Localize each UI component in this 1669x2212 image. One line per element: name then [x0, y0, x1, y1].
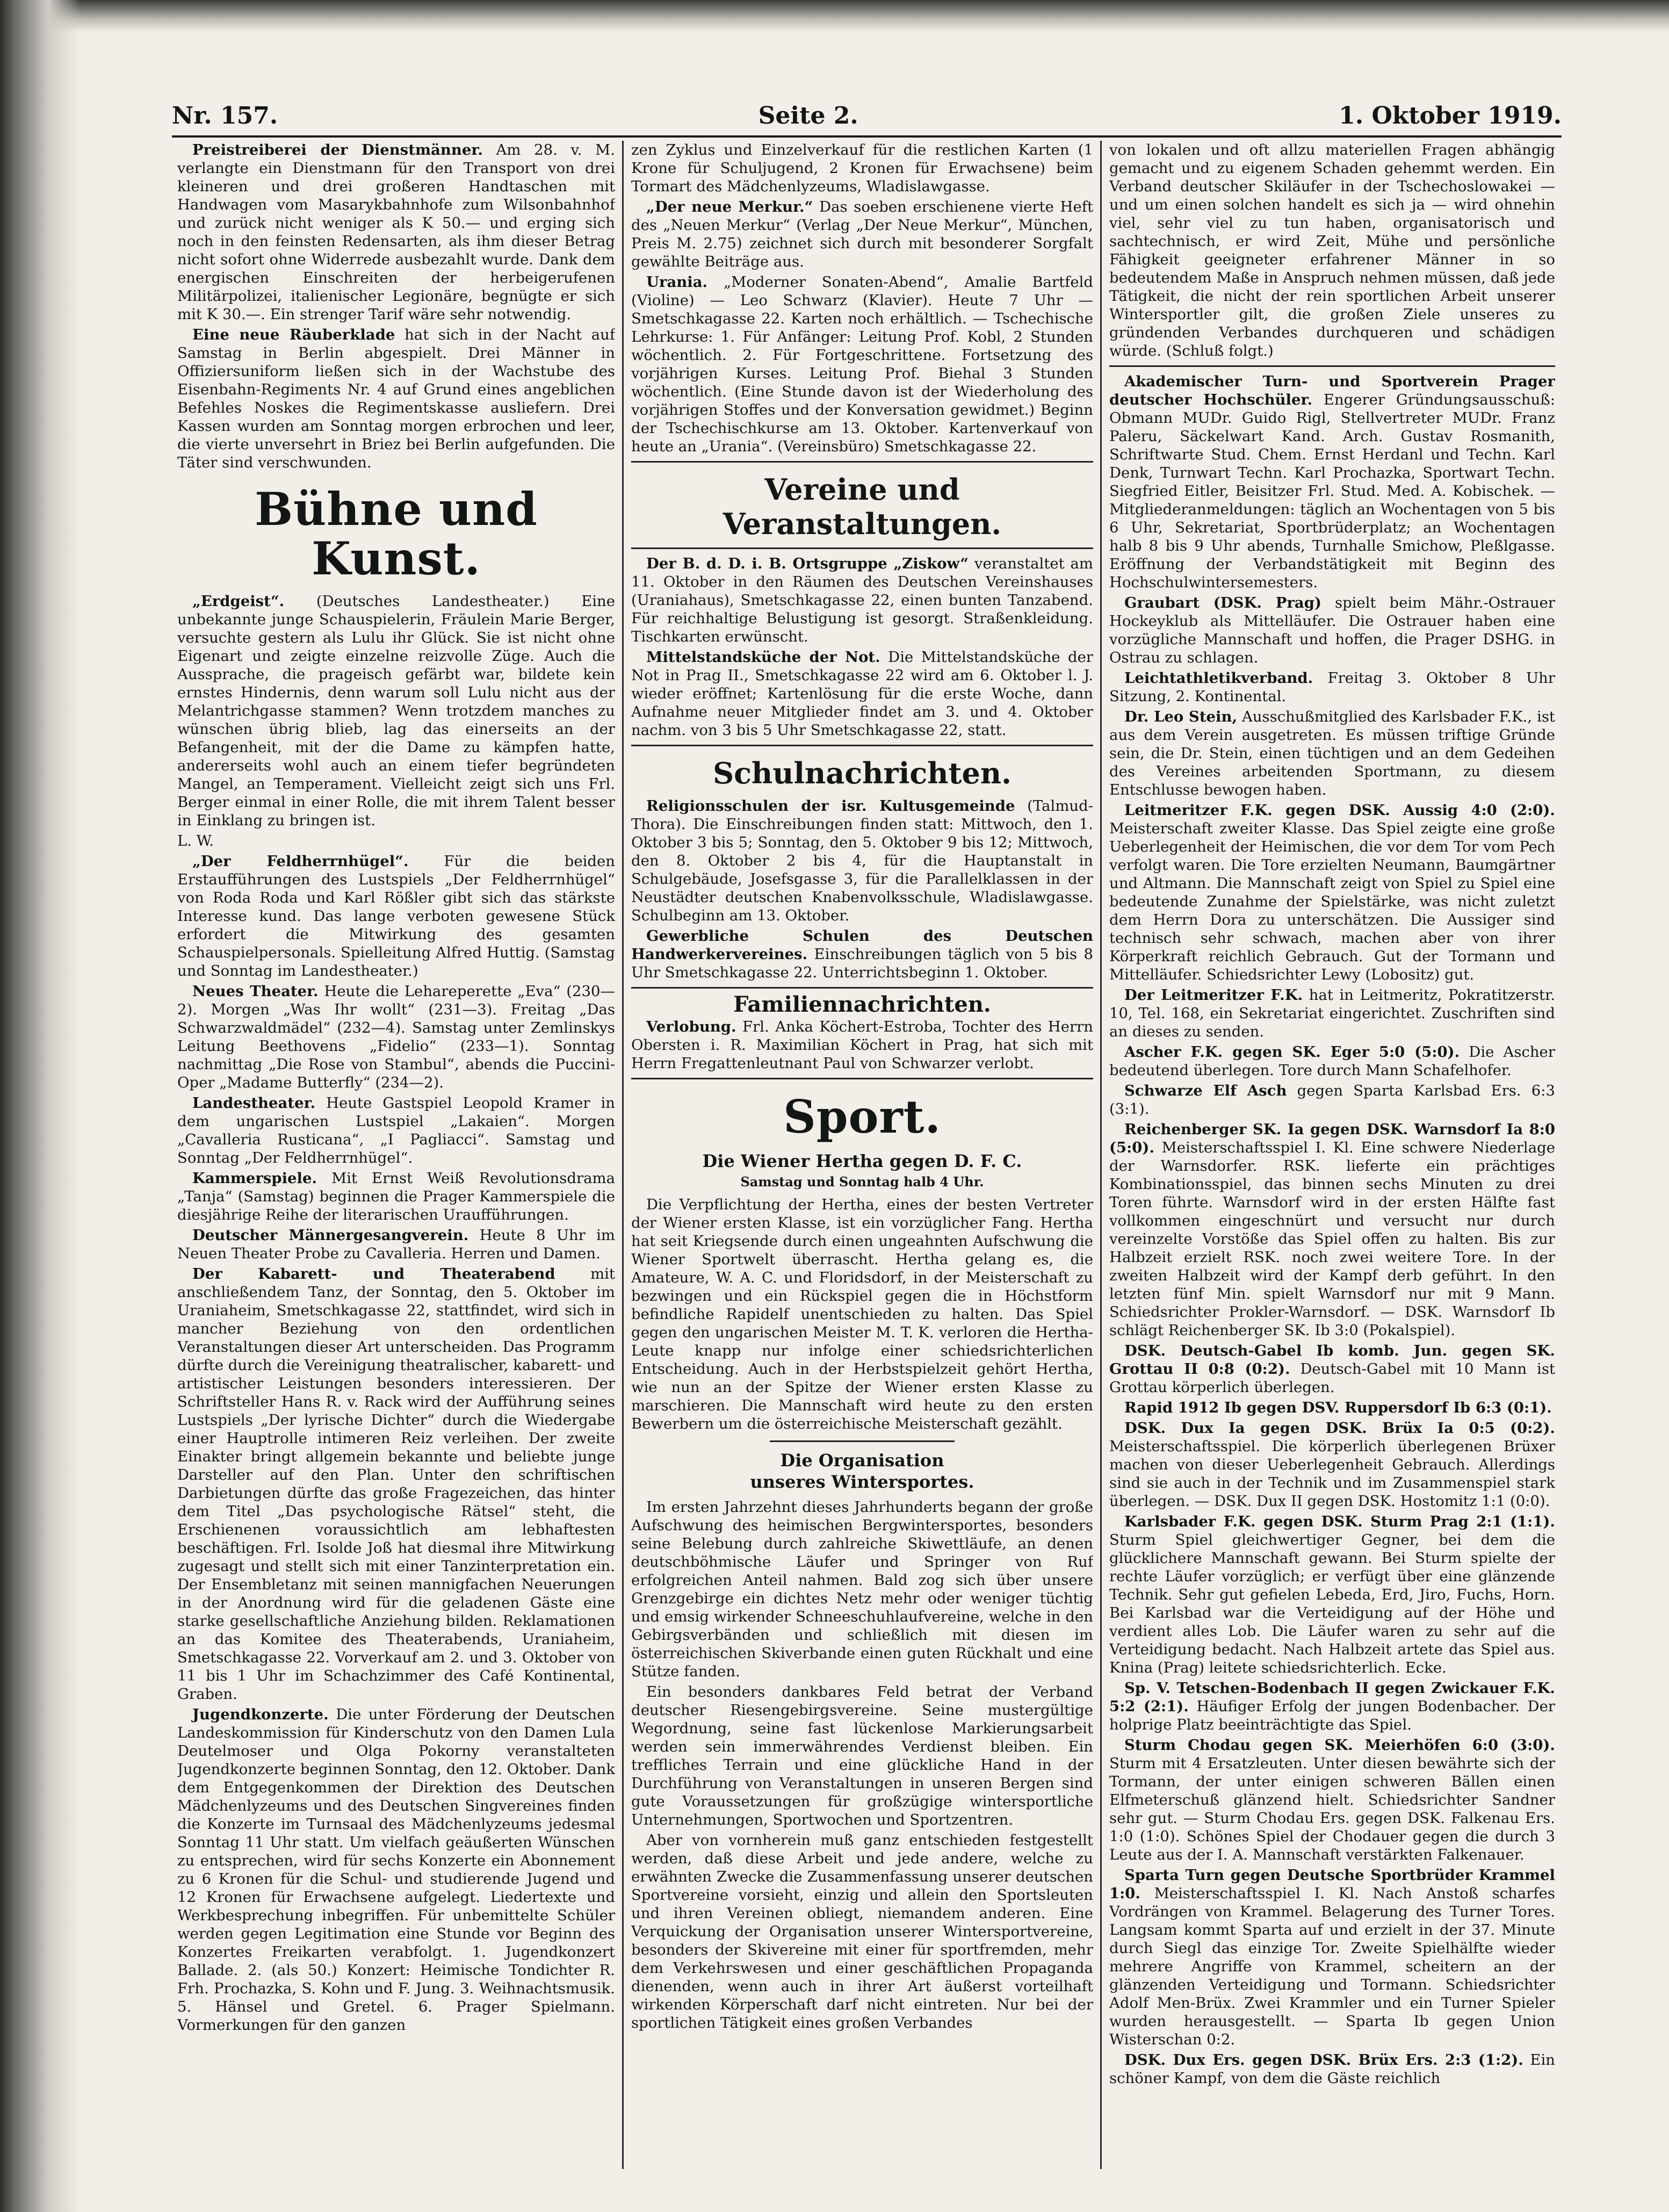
- news-item: Preistreiberei der Dienstmänner. Am 28. v. M. verlangte ein Dienstmann für den Transport von drei kleineren und drei großeren Handtaschen mit Handwagen vom Masarykbahnhofe zum Wilsonbahnhof und zurück nicht weniger als K 50.— und erging sich noch in den feinsten Redensarten, als ihm dieser Betrag nicht sofort ohne Widerrede ausbezahlt wurde. Dank dem energischen Einschreiten der herbeigerufenen Militärpolizei, italienischer Legionäre, begnügte er sich mit K 30.—. Ein strenger Tarif wäre sehr notwendig.: [177, 141, 615, 323]
- notice-kammerspiele: Kammerspiele. Mit Ernst Weiß Revolutionsdrama „Tanja“ (Samstag) beginnen die Prager Kammerspiele die diesjährige Reihe der literarischen Uraufführungen.: [177, 1170, 615, 1223]
- notice-neues-theater: Neues Theater. Heute die Lehareperette „Eva“ (230—2). Morgen „Was Ihr wollt“ (231—3). Freitag „Das Schwarzwaldmädel“ (232—4). Samstag unter Zemlinskys Leitung Beethovens „Fidelio“ (233—1). Sonntag nachmittag „Die Rose von Stambul“, abends die Puccini-Oper „Madame Butterfly“ (234—2).: [177, 983, 615, 1091]
- article-wintersport-p1: Im ersten Jahrzehnt dieses Jahrhunderts begann der große Aufschwung des heimischen Bergwintersportes, besonders seine Belebung durch zahlreiche Skiwettläufe, an denen deutschböhmische Läufer und Springer von Ruf erfolgreichen Anteil nahmen. Bald zog sich über unsere Grenzgebirge ein dichtes Netz mehr oder weniger tüchtig und emsig wirkender Schneeschuhlaufvereine, welche in den Gebirgsverbänden und schließlich mit diesen im österreichischen Skiverbande einen guten Rückhalt und eine Stütze fanden.: [631, 1498, 1093, 1680]
- scan-binding-shadow: [0, 0, 81, 2212]
- column-3: [1109, 141, 1555, 2169]
- news-item: Eine neue Räuberklade hat sich in der Nacht auf Samstag in Berlin abgespielt. Drei Männer in Offiziersuniform ließen sich in der Wachstube des Eisenbahn-Regiments Nr. 4 auf Grund eines angeblichen Befehles Noskes die Regimentskasse ausliefern. Drei Kassen wurden am Sonntag morgen erbrochen und leer, die vierte unversehrt in Briez bei Berlin aufgefunden. Die Täter sind verschwunden.: [177, 326, 615, 471]
- section-heading-familie: Familiennachrichten.: [733, 992, 991, 1017]
- sport-item: Sturm Chodau gegen SK. Meierhöfen 6:0 (3:0). Sturm mit 4 Ersatzleuten. Unter diesen bewährte sich der Tormann, der unter einigen schweren Bällen einen Elfmeterschuß glänzend hielt. Schiedsrichter Sandner sehr gut. — Sturm Chodau Ers. gegen DSK. Falkenau Ers. 1:0 (1:0). Schönes Spiel der Chodauer gegen die durch 3 Leute aus der I. A. Mannschaft verstärkten Falkenauer.: [1109, 1737, 1555, 1863]
- notice-neuer-merkur: „Der neue Merkur.“ Das soeben erschienene vierte Heft des „Neuen Merkur“ (Verlag „Der Neue Merkur“, München, Preis M. 2.75) zeichnet sich durch mit besonderer Sorgfalt gewählte Beiträge aus.: [631, 198, 1093, 270]
- sport-item: Reichenberger SK. Ia gegen DSK. Warnsdorf Ia 8:0 (5:0). Meisterschaftsspiel I. Kl. Eine schwere Niederlage der Warnsdorfer. RSK. lieferte ein prächtiges Kombinationsspiel, das binnen sechs Minuten zu drei Toren führte. Warnsdorf wird in der ersten Hälfte fast vollkommen eingeschnürt und versucht nur durch vereinzelte Vorstöße das Spiel offen zu halten. Bis zur Halbzeit erzielt RSK. noch zwei weitere Tore. In der zweiten Halbzeit wird der Kampf derb geführt. In den letzten fünf Min. spielt Warnsdorf nur mit 9 Mann. Schiedsrichter Prokler-Warnsdorf. — DSK. Warnsdorf Ib schlägt Reichenberger SK. Ib 3:0 (Pokalspiel).: [1109, 1121, 1555, 1339]
- section-rule: [1109, 365, 1555, 367]
- page-header: [172, 99, 1562, 132]
- sport-item: Dr. Leo Stein, Ausschußmitglied des Karlsbader F.K., ist aus dem Verein ausgetreten. Es müssen triftige Gründe sein, die Dr. Stein, einen tüchtigen und an dem Gedeihen des Vereines arbeitenden Sportmann, zu diesem Entschlusse bewogen haben.: [1109, 708, 1555, 798]
- scan-top-edge: [0, 0, 1669, 32]
- notice-urania: Urania. „Moderner Sonaten-Abend“, Amalie Bartfeld (Violine) — Leo Schwarz (Klavier). Heute 7 Uhr — Smetschkagasse 22. Karten noch erhältlich. — Tschechische Lehrkurse: 1. Für Anfänger: Leitung Prof. Kobl, 2 Stunden wöchentlich. 2. Für Fortgeschrittene. Fortsetzung des vorjährigen Kurses. Leitung Prof. Biehal 3 Stunden wöchentlich. (Eine Stunde davon ist der Wiederholung des vorjährigen Stoffes und der Konversation gewidmet.) Beginn der Tschechischkurse am 13. Oktober. Kartenverkauf von heute an „Urania“. (Vereinsbüro) Smetschkagasse 22.: [631, 273, 1093, 455]
- article-wintersport-p2: Ein besonders dankbares Feld betrat der Verband deutscher Riesengebirgsvereine. Seine mustergültige Wegordnung, seine fast lückenlose Markierungsarbeit werden sein immerwährendes Verdienst bleiben. Ein treffliches Terrain und eine glückliche Hand in der Durchführung von Veranstaltungen in unseren Bergen sind gute Voraussetzungen für großzügige wintersportliche Unternehmungen, Sportwochen und Sportzentren.: [631, 1683, 1093, 1828]
- continuation-text: von lokalen und oft allzu materiellen Fragen abhängig gemacht und zu eigenem Schaden gehemmt werden. Ein Verband deutscher Skiläufer in der Tschechoslowakei — und um einen solchen handelt es sich ja — wird ohnehin viel, sehr viel zu tun haben, organisatorisch und sachtechnisch, er wird Zeit, Mühe und persönliche Fähigkeit geeigneter erfahrener Männer in so bedeutendem Maße in Anspruch nehmen müssen, daß jede Tätigkeit, die nicht der rein sportlichen Arbeit unserer Wintersportler gilt, die großen Ziele unseres zu gründenden Verbandes durchqueren und schädigen würde. (Schluß folgt.): [1109, 141, 1555, 359]
- sport-item: Der Leitmeritzer F.K. hat in Leitmeritz, Pokratitzerstr. 10, Tel. 168, ein Sekretariat eingerichtet. Zuschriften sind an dieses zu senden.: [1109, 986, 1555, 1040]
- continuation-text: zen Zyklus und Einzelverkauf für die restlichen Karten (1 Krone für Schuljugend, 2 Kronen für Erwachsene) beim Tormart des Mädchenlyzeums, Wladislawgasse.: [631, 141, 1093, 195]
- section-heading-vereine: Vereine und Veranstaltungen.: [722, 472, 1002, 541]
- column-divider-2: [1100, 141, 1102, 2169]
- sport-item: Leitmeritzer F.K. gegen DSK. Aussig 4:0 (2:0). Meisterschaft zweiter Klasse. Das Spiel zeigte eine große Ueberlegenheit der Heimischen, die vor dem Tor vom Pech verfolgt waren. Die Tore erzielten Neumann, Baumgärtner und Altmann. Die Mannschaft zeigt von Spiel zu Spiel eine bedeutende Zunahme der Spielstärke, was nicht zuletzt dem Herrn Dora zu unterschätzen. Die Aussiger sind technisch sehr schwach, machen aber von ihrer Körperkraft reichlich Gebrauch. Gut der Tormann und Mittelläufer. Schiedsrichter Lewy (Lobositz) gut.: [1109, 802, 1555, 983]
- section-heading-schulnachrichten: Schulnachrichten.: [713, 756, 1011, 790]
- article-erdgeist: „Erdgeist“. (Deutsches Landestheater.) Eine unbekannte junge Schauspielerin, Fräulein Marie Berger, versuchte gestern als Lulu ihr Glück. Sie ist nicht ohne Eigenart und zeigte einzelne reizvolle Züge. Auch die Aussprache, die prageisch gefärbt war, bildete kein ernstes Hindernis, denn warum soll Lulu nicht aus der Melantrichgasse stammen? Wenn trotzdem manches zu wünschen übrig blieb, lag das einerseits an der Befangenheit, mit der die Dame zu kämpfen hatte, andererseits wohl auch an einem tiefer begründeten Mangel, an Temperament. Vielleicht zeigt sich uns Frl. Berger einmal in einer Rolle, die mit ihrem Talent besser in Einklang zu bringen ist.: [177, 593, 615, 829]
- article-title-hertha: Die Wiener Hertha gegen D. F. C.: [702, 1151, 1022, 1171]
- section-rule: [631, 745, 1093, 746]
- sport-item: DSK. Deutsch-Gabel Ib komb. Jun. gegen SK. Grottau II 0:8 (0:2). Deutsch-Gabel mit 10 Mann ist Grottau körperlich überlegen.: [1109, 1342, 1555, 1396]
- article-divider: [770, 1440, 955, 1442]
- article-title-wintersport-2: unseres Wintersportes.: [750, 1472, 974, 1492]
- notice-landestheater: Landestheater. Heute Gastspiel Leopold Kramer in dem ungarischen Lustspiel „Lakaien“. Morgen „Cavalleria Rusticana“, „I Pagliacci“. Samstag und Sonntag „Der Feldherrnhügel“.: [177, 1094, 615, 1166]
- sport-item: Schwarze Elf Asch gegen Sparta Karlsbad Ers. 6:3 (3:1).: [1109, 1082, 1555, 1118]
- section-heading-sport: Sport.: [783, 1090, 941, 1143]
- article-title-wintersport: Die Organisation: [780, 1450, 944, 1471]
- section-rule: [631, 547, 1093, 549]
- section-rule: [631, 461, 1093, 463]
- sport-item: DSK. Dux Ers. gegen DSK. Brüx Ers. 2:3 (1:2). Ein schöner Kampf, von dem die Gäste reichlich: [1109, 2051, 1555, 2087]
- section-rule: [631, 987, 1093, 989]
- notice-ortsgruppe: Der B. d. D. i. B. Ortsgruppe „Ziskow“ veranstaltet am 11. Oktober in den Räumen des Deutschen Vereinshauses (Uraniahaus), Smetschkagasse 22, einen bunten Tanzabend. Für reichhaltige Belustigung ist gesorgt. Straßenkleidung. Tischkarten erwünscht.: [631, 555, 1093, 645]
- sport-item: Rapid 1912 Ib gegen DSV. Ruppersdorf Ib 6:3 (0:1).: [1124, 1399, 1552, 1416]
- sport-item: Karlsbader F.K. gegen DSK. Sturm Prag 2:1 (1:1). Sturm Spiel gleichwertiger Gegner, bei dem die glücklichere Mannschaft gewann. Bei Sturm spielte der rechte Läufer vorzüglich; er verfügt über eine glänzende Technik. Sehr gut gefielen Lebeda, Erd, Jiro, Fuchs, Horn. Bei Karlsbad war die Verteidigung auf der Höhe und verdient alles Lob. Die Läufer waren zu sehr auf die Verteidigung bedacht. Nach Halbzeit artete das Spiel aus. Knina (Prag) leitete schiedsrichterlich. Ecke.: [1109, 1513, 1555, 1676]
- notice-maennergesangverein: Deutscher Männergesangverein. Heute 8 Uhr im Neuen Theater Probe zu Cavalleria. Herren und Damen.: [177, 1227, 615, 1262]
- notice-jugendkonzerte: Jugendkonzerte. Die unter Förderung der Deutschen Landeskommission für Kinderschutz von den Damen Lula Deutelmoser und Olga Pokorny veranstalteten Jugendkonzerte beginnen Sonntag, den 12. Oktober. Dank dem Entgegenkommen der Direktion des Deutschen Mädchenlyzeums und des Deutschen Singvereines finden die Konzerte im Turnsaal des Mädchenlyzeums jedesmal Sonntag 11 Uhr statt. Um vielfach geäußerten Wünschen zu entsprechen, wird für sechs Konzerte ein Abonnement zu 6 Kronen für die Schul- und studierende Jugend und 12 Kronen für Erwachsene aufgelegt. Liedertexte und Werkbesprechung inbegriffen. Für unbemittelte Schüler werden gegen Legitimation eine Stunde vor Beginn des Konzertes Freikarten verabfolgt. 1. Jugendkonzert Ballade. 2. (als 50.) Konzert: Heimische Tondichter R. Frh. Prochazka, S. Kohn und F. Jung. 3. Weihnachtsmusik. 5. Hänsel und Gretel. 6. Prager Spielmann. Vormerkungen für den ganzen: [177, 1706, 615, 2034]
- sport-item: Ascher F.K. gegen SK. Eger 5:0 (5:0). Die Ascher bedeutend überlegen. Tore durch Mann Schafelhofer.: [1109, 1043, 1555, 1079]
- sport-item: Akademischer Turn- und Sportverein Prager deutscher Hochschüler. Engerer Gründungsausschuß: Obmann MUDr. Guido Rigl, Stellvertreter MUDr. Franz Paleru, Säckelwart Kand. Arch. Gustav Rosmanith, Schriftwarte Stud. Chem. Ernst Herdanl und Techn. Karl Denk, Turnwart Techn. Karl Prochazka, Sportwart Techn. Siegfried Eitler, Beisitzer Frl. Stud. Med. A. Kobischek. — Mitgliederanmeldungen: täglich an Wochentagen von 5 bis 6 Uhr, Sekretariat, Sportbrüderplatz; an Wochentagen halb 8 bis 9 Uhr abends, Turnhalle Smichow, Pleßlgasse. Eröffnung der Verbandstätigkeit mit Beginn des Hochschulwintersemesters.: [1109, 373, 1555, 591]
- notice-religionsschulen: Religionsschulen der isr. Kultusgemeinde (Talmud-Thora). Die Einschreibungen finden statt: Mittwoch, den 1. Oktober 3 bis 5; Sonntag, den 5. Oktober 9 bis 12; Mittwoch, den 8. Oktober 2 bis 4, für die Hauptanstalt in Schulgebäude, Josefsgasse 3, für die Parallelklassen in der Neustädter deutschen Knabenvolksschule, Wladislawgasse. Schulbeginn am 13. Oktober.: [631, 797, 1093, 924]
- sport-item: DSK. Dux Ia gegen DSK. Brüx Ia 0:5 (0:2). Meisterschaftsspiel. Die körperlich überlegenen Brüxer machen von dieser Ueberlegenheit Gebrauch. Allerdings sind sie auch in der Technik und im Zusammenspiel stark überlegen. — DSK. Dux II gegen DSK. Hostomitz 1:1 (0:0).: [1109, 1420, 1555, 1510]
- article-subtitle-hertha: Samstag und Sonntag halb 4 Uhr.: [740, 1174, 984, 1190]
- sport-item: Sparta Turn gegen Deutsche Sportbrüder Krammel 1:0. Meisterschaftsspiel I. Kl. Nach Anstoß scharfes Vordrängen von Krammel. Belagerung des Turner Tores. Langsam kommt Sparta auf und erzielt in der 37. Minute durch Siegl das einzige Tor. Zweite Spielhälfte wieder mehrere Angriffe von Krammel, scheitern an der glänzenden Verteidigung und Tormann. Schiedsrichter Adolf Men-Brüx. Zwei Krammler und ein Turner Spieler wurden herausgestellt. — Sparta Ib gegen Union Wisterschan 0:2.: [1109, 1867, 1555, 2048]
- section-heading-buehne: Bühne und Kunst.: [255, 482, 538, 585]
- section-rule: [631, 1078, 1093, 1079]
- sport-item: Graubart (DSK. Prag) spielt beim Mähr.-Ostrauer Hockeyklub als Mittelläufer. Die Ostrauer haben eine vorzügliche Mannschaft und hoffen, die Prager DSHG. in Ostrau zu schlagen.: [1109, 594, 1555, 666]
- article-feldherrnhuegel: „Der Feldherrnhügel“. Für die beiden Erstaufführungen des Lustspiels „Der Feldherrnhügel“ von Roda Roda und Karl Rößler gibt sich das stärkste Interesse kund. Das lange verboten gewesene Stück erfordert die Mitwirkung des gesamten Schauspielpersonals. Spielleitung Alfred Huttig. (Samstag und Sonntag im Landestheater.): [177, 853, 615, 979]
- notice-mittelstandskueche: Mittelstandsküche der Not. Die Mittelstandsküche der Not in Prag II., Smetschkagasse 22 wird am 6. Oktober l. J. wieder eröffnet; Kartenlösung für die erste Woche, dann Aufnahme neuer Mitglieder findet am 3. und 4. Oktober nachm. von 3 bis 5 Uhr Smetschkagasse 22, statt.: [631, 649, 1093, 739]
- issue-number: Nr. 157.: [172, 102, 278, 129]
- notice-verlobung: Verlobung. Frl. Anka Köchert-Estroba, Tochter des Herrn Obersten i. R. Maximilian Köchert in Prag, hat sich mit Herrn Fregattenleutnant Paul von Schwarzer verlobt.: [631, 1018, 1093, 1072]
- notice-kabarett: Der Kabarett- und Theaterabend mit anschließendem Tanz, der Sonntag, den 5. Oktober im Uraniaheim, Smetschkagasse 22, stattfindet, wird sich in mancher Beziehung von den ordentlichen Veranstaltungen dieser Art unterscheiden. Das Programm dürfte durch die Vereinigung theatralischer, kabarett- und artistischer Leistungen besonders interessieren. Der Schriftsteller Hans R. v. Rack wird der Aufführung seines Lustspiels „Der lyrische Dichter“ durch die Wiedergabe einer Hauptrolle intimeren Reiz verleihen. Der zweite Einakter bringt allgemein bekannte und beliebte junge Darsteller auf den Plan. Unter den schriftischen Darbietungen dürfte das große Fragezeichen, das hinter dem Titel „Das psychologische Rätsel“ steht, die Erschienenen voraussichtlich am lebhaftesten beschäftigen. Frl. Isolde Joß hat diesmal ihre Mitwirkung zugesagt und stellt sich mit einer Tanzinterpretation ein. Der Ensembletanz mit seinen mannigfachen Neuerungen in der Anordnung wird für die geladenen Gäste eine starke gesellschaftliche Anziehung bilden. Reklamationen an das Komitee des Theaterabends, Uraniaheim, Smetschkagasse 22. Vorverkauf am 2. und 3. Oktober von 11 bis 1 Uhr im Schachzimmer des Café Kontinental, Graben.: [177, 1265, 615, 1703]
- column-1: [177, 141, 615, 2169]
- article-hertha: Die Verpflichtung der Hertha, eines der besten Vertreter der Wiener ersten Klasse, ist ein vorzüglicher Fang. Hertha hat seit Kriegsende durch einen ungeahnten Aufschwung die Wiener Sportwelt überrascht. Hertha gelang es, die Amateure, W. A. C. und Floridsdorf, in der Meisterschaft zu bezwingen und ein Rückspiel gegen die in Höchstform befindliche Rapidelf unentschieden zu halten. Das Spiel gegen den ungarischen Meister M. T. K. verloren die Hertha-Leute knapp nur infolge einer schiedsrichterlichen Entscheidung. Auch in der Herbstspielzeit gehört Hertha, wie nun an der Spitze der Wiener ersten Klasse zu marschieren. Die Mannschaft wird heute zu den ersten Bewerbern um die österreichische Meisterschaft gezählt.: [631, 1196, 1093, 1432]
- notice-gewerbliche-schulen: Gewerbliche Schulen des Deutschen Handwerkervereines. Einschreibungen täglich von 5 bis 8 Uhr Smetschkagasse 22. Unterrichtsbeginn 1. Oktober.: [631, 927, 1093, 981]
- sport-item: Leichtathletikverband. Freitag 3. Oktober 8 Uhr Sitzung, 2. Kontinental.: [1109, 669, 1555, 705]
- page-number: Seite 2.: [758, 102, 858, 129]
- issue-date: 1. Oktober 1919.: [1339, 102, 1562, 129]
- column-divider-1: [622, 141, 624, 2169]
- header-rule: [172, 135, 1562, 138]
- sport-item: Sp. V. Tetschen-Bodenbach II gegen Zwickauer F.K. 5:2 (2:1). Häufiger Erfolg der jungen Bodenbacher. Der holprige Platz beeinträchtigte das Spiel.: [1109, 1680, 1555, 1733]
- author-signature: L. W.: [177, 832, 214, 849]
- column-2: [631, 141, 1093, 2169]
- article-wintersport-p3: Aber von vornherein muß ganz entschieden festgestellt werden, daß diese Arbeit und jede andere, welche zu erwähnten Zwecke die Zusammenfassung unserer deutschen Sportvereine vorsieht, einzig und allein den Sportsleuten und ihren Vereinen obliegt, niemandem anderen. Eine Verquickung der Organisation unserer Wintersportvereine, besonders der Skivereine mit einer für sportfremden, mehr dem Verkehrswesen und einer geschäftlichen Propaganda dienenden, wenn auch in ihrer Art äußerst vorteilhaft wirkenden Körperschaft darf nicht eintreten. Nur bei der sportlichen Tätigkeit eines großen Verbandes: [631, 1832, 1093, 2031]
